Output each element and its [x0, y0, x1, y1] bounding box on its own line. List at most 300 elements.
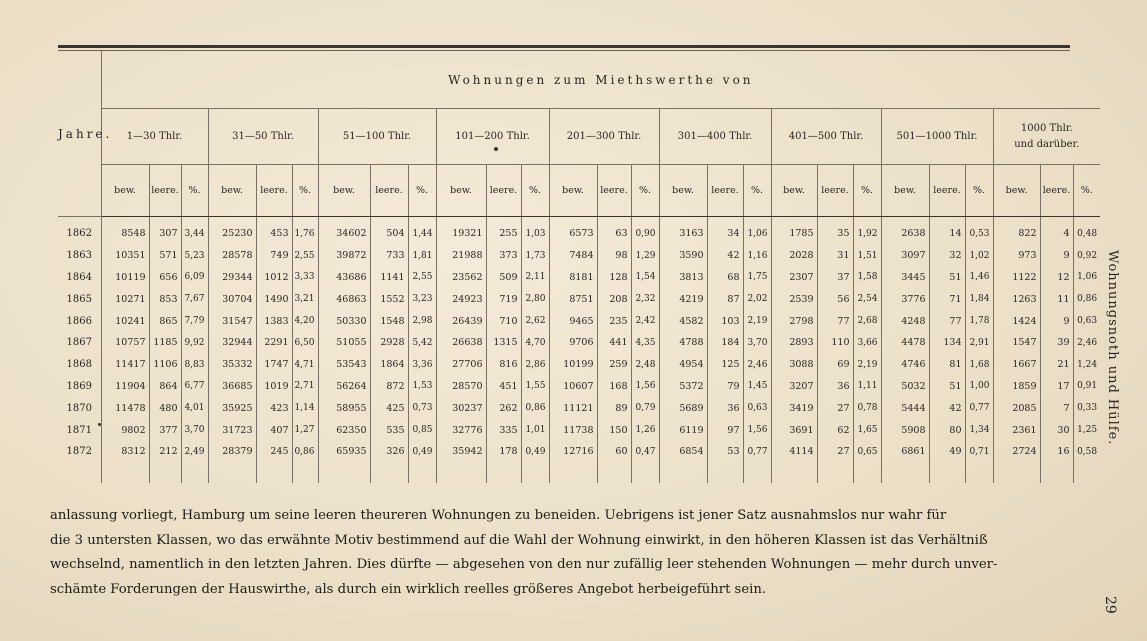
sub-header-bew: bew. — [436, 165, 486, 217]
data-cell: 8312 — [101, 441, 149, 483]
data-cell: 1,58 — [853, 267, 881, 289]
data-cell: 822 — [993, 217, 1040, 245]
data-cell: 30704 — [208, 288, 256, 310]
data-cell: 0,65 — [853, 441, 881, 483]
data-cell: 2,86 — [521, 354, 549, 376]
data-cell: 68 — [707, 267, 743, 289]
sub-header-pct: %. — [743, 165, 771, 217]
data-cell: 178 — [486, 441, 521, 483]
sub-header-pct: %. — [292, 165, 318, 217]
data-cell: 9 — [1040, 245, 1073, 267]
data-cell: 53543 — [318, 354, 370, 376]
data-cell: 0,92 — [1073, 245, 1100, 267]
data-cell: 3445 — [881, 267, 929, 289]
data-cell: 3691 — [771, 419, 817, 441]
data-cell: 10241 — [101, 310, 149, 332]
data-cell: 3,23 — [408, 288, 436, 310]
data-cell: 1,73 — [521, 245, 549, 267]
data-cell: 307 — [149, 217, 181, 245]
data-cell: 21988 — [436, 245, 486, 267]
data-cell: 865 — [149, 310, 181, 332]
sub-header-leere: leere. — [149, 165, 181, 217]
data-cell: 10119 — [101, 267, 149, 289]
data-cell: 423 — [256, 397, 292, 419]
data-cell: 816 — [486, 354, 521, 376]
data-cell: 8181 — [549, 267, 597, 289]
data-cell: 60 — [597, 441, 631, 483]
data-cell: 2307 — [771, 267, 817, 289]
data-cell: 5444 — [881, 397, 929, 419]
sub-header-leere: leere. — [486, 165, 521, 217]
data-cell: 51055 — [318, 332, 370, 354]
data-cell: 10199 — [549, 354, 597, 376]
data-cell: 16 — [1040, 441, 1073, 483]
sub-header-pct: %. — [181, 165, 208, 217]
data-cell: 872 — [370, 376, 408, 398]
data-cell: 0,85 — [408, 419, 436, 441]
range-header: 31—50 Thlr. — [208, 109, 318, 165]
data-cell: 0,86 — [1073, 288, 1100, 310]
sub-header-bew: bew. — [318, 165, 370, 217]
sub-header-leere: leere. — [817, 165, 853, 217]
data-cell: 32 — [929, 245, 965, 267]
data-cell: 23562 — [436, 267, 486, 289]
sub-header-bew: bew. — [771, 165, 817, 217]
data-cell: 27 — [817, 441, 853, 483]
data-cell: 973 — [993, 245, 1040, 267]
rent-statistics-table — [58, 51, 1100, 483]
data-cell: 571 — [149, 245, 181, 267]
data-cell: 1,25 — [1073, 419, 1100, 441]
data-cell: 1106 — [149, 354, 181, 376]
data-cell: 87 — [707, 288, 743, 310]
sub-header-leere: leere. — [1040, 165, 1073, 217]
data-cell: 3,21 — [292, 288, 318, 310]
data-cell: 10351 — [101, 245, 149, 267]
year-cell: 1865 — [66, 293, 92, 305]
table-row — [58, 332, 1100, 354]
data-cell: 31723 — [208, 419, 256, 441]
range-header: 401—500 Thlr. — [771, 109, 881, 165]
data-cell: 3813 — [659, 267, 707, 289]
data-cell: 51 — [929, 267, 965, 289]
top-double-rule — [58, 45, 1070, 48]
data-cell: 3776 — [881, 288, 929, 310]
data-cell: 4582 — [659, 310, 707, 332]
data-cell: 2,55 — [408, 267, 436, 289]
data-cell: 0,91 — [1073, 376, 1100, 398]
data-cell: 0,78 — [853, 397, 881, 419]
data-cell: 35 — [817, 217, 853, 245]
data-cell: 80 — [929, 419, 965, 441]
data-cell: 2928 — [370, 332, 408, 354]
sub-header-bew: bew. — [549, 165, 597, 217]
data-cell: 11417 — [101, 354, 149, 376]
data-cell: 32776 — [436, 419, 486, 441]
sub-header-leere: leere. — [597, 165, 631, 217]
data-cell: 9 — [1040, 310, 1073, 332]
table-row — [58, 397, 1100, 419]
data-cell: 4,70 — [521, 332, 549, 354]
data-cell: 504 — [370, 217, 408, 245]
data-cell: 853 — [149, 288, 181, 310]
data-cell: 56264 — [318, 376, 370, 398]
data-cell: 0,86 — [292, 441, 318, 483]
data-cell: 19321 — [436, 217, 486, 245]
sub-header-bew: bew. — [993, 165, 1040, 217]
data-cell: 35925 — [208, 397, 256, 419]
sub-header-pct: %. — [1073, 165, 1100, 217]
data-cell: 125 — [707, 354, 743, 376]
data-cell: 1,24 — [1073, 354, 1100, 376]
year-cell: 1866 — [66, 315, 92, 327]
data-cell: 39 — [1040, 332, 1073, 354]
data-cell: 1747 — [256, 354, 292, 376]
data-cell: 2085 — [993, 397, 1040, 419]
data-cell: 2,54 — [853, 288, 881, 310]
data-cell: 11121 — [549, 397, 597, 419]
data-cell: 65935 — [318, 441, 370, 483]
data-cell: 2,68 — [853, 310, 881, 332]
data-cell: 3163 — [659, 217, 707, 245]
data-cell: 1,81 — [408, 245, 436, 267]
data-cell: 2,46 — [1073, 332, 1100, 354]
data-cell: 5,23 — [181, 245, 208, 267]
data-cell: 259 — [597, 354, 631, 376]
data-cell: 30237 — [436, 397, 486, 419]
data-cell: 710 — [486, 310, 521, 332]
sub-header-leere: leere. — [929, 165, 965, 217]
data-cell: 6119 — [659, 419, 707, 441]
data-cell: 1,26 — [631, 419, 659, 441]
data-cell: 43686 — [318, 267, 370, 289]
data-cell: 2028 — [771, 245, 817, 267]
text-line: die 3 untersten Klassen, wo das erwähnte Motiv bestimmend auf die Wahl der Wohnung einwirkt, in den höheren Klassen ist das Verhältniß — [50, 532, 988, 548]
data-cell: 2539 — [771, 288, 817, 310]
data-cell: 1,84 — [965, 288, 993, 310]
table-row — [58, 376, 1100, 398]
sub-header-leere: leere. — [370, 165, 408, 217]
data-cell: 0,63 — [1073, 310, 1100, 332]
sub-header-pct: %. — [521, 165, 549, 217]
sub-header-leere: leere. — [256, 165, 292, 217]
data-cell: 7 — [1040, 397, 1073, 419]
table-row — [58, 267, 1100, 289]
data-cell: 24923 — [436, 288, 486, 310]
data-cell: 1,14 — [292, 397, 318, 419]
table-row — [58, 310, 1100, 332]
data-cell: 1,44 — [408, 217, 436, 245]
table-row — [58, 419, 1100, 441]
data-cell: 1,11 — [853, 376, 881, 398]
main-column-header: Wohnungen zum Miethswerthe von — [101, 51, 1100, 109]
data-cell: 10757 — [101, 332, 149, 354]
data-cell: 1548 — [370, 310, 408, 332]
data-cell: 6861 — [881, 441, 929, 483]
data-cell: 0,53 — [965, 217, 993, 245]
data-cell: 2,19 — [743, 310, 771, 332]
data-cell: 1,78 — [965, 310, 993, 332]
sub-header-bew: bew. — [881, 165, 929, 217]
data-cell: 1,16 — [743, 245, 771, 267]
range-header: 1—30 Thlr. — [101, 109, 208, 165]
data-cell: 5689 — [659, 397, 707, 419]
data-cell: 0,77 — [743, 441, 771, 483]
data-cell: 245 — [256, 441, 292, 483]
data-cell: 5908 — [881, 419, 929, 441]
data-cell: 3419 — [771, 397, 817, 419]
data-cell: 62350 — [318, 419, 370, 441]
data-cell: 2,02 — [743, 288, 771, 310]
range-header-line: 1000 Thlr. — [1020, 122, 1073, 134]
data-cell: 4478 — [881, 332, 929, 354]
data-cell: 1,02 — [965, 245, 993, 267]
data-cell: 1,75 — [743, 267, 771, 289]
data-cell: 36 — [707, 397, 743, 419]
data-cell: 6,50 — [292, 332, 318, 354]
data-cell: 28379 — [208, 441, 256, 483]
data-cell: 46863 — [318, 288, 370, 310]
data-cell: 2,32 — [631, 288, 659, 310]
sub-header-pct: %. — [853, 165, 881, 217]
data-cell: 326 — [370, 441, 408, 483]
data-cell: 1,29 — [631, 245, 659, 267]
data-cell: 2,80 — [521, 288, 549, 310]
data-cell: 11478 — [101, 397, 149, 419]
data-cell: 0,90 — [631, 217, 659, 245]
year-cell: 1868 — [66, 359, 92, 371]
data-cell: 3,70 — [743, 332, 771, 354]
data-cell: 26638 — [436, 332, 486, 354]
data-cell: 1,92 — [853, 217, 881, 245]
data-cell: 49 — [929, 441, 965, 483]
data-cell: 27 — [817, 397, 853, 419]
data-cell: 480 — [149, 397, 181, 419]
data-cell: 110 — [817, 332, 853, 354]
data-cell: 0,73 — [408, 397, 436, 419]
year-cell: 1871 — [66, 424, 92, 436]
data-cell: 39872 — [318, 245, 370, 267]
data-cell: 11738 — [549, 419, 597, 441]
data-cell: 1,76 — [292, 217, 318, 245]
data-cell: 212 — [149, 441, 181, 483]
data-cell: 0,77 — [965, 397, 993, 419]
data-cell: 35332 — [208, 354, 256, 376]
data-cell: 1490 — [256, 288, 292, 310]
range-header-last — [993, 109, 1100, 165]
data-cell: 8751 — [549, 288, 597, 310]
data-cell: 1667 — [993, 354, 1040, 376]
data-cell: 1,06 — [1073, 267, 1100, 289]
data-cell: 9706 — [549, 332, 597, 354]
data-cell: 30 — [1040, 419, 1073, 441]
year-column-header: Jahre. — [58, 51, 101, 217]
data-cell: 10271 — [101, 288, 149, 310]
data-cell: 11904 — [101, 376, 149, 398]
data-cell: 5,42 — [408, 332, 436, 354]
data-cell: 29344 — [208, 267, 256, 289]
data-cell: 12 — [1040, 267, 1073, 289]
data-cell: 27706 — [436, 354, 486, 376]
data-cell: 42 — [707, 245, 743, 267]
data-cell: 2,19 — [853, 354, 881, 376]
data-cell: 255 — [486, 217, 521, 245]
range-header: 101—200 Thlr. — [436, 109, 549, 165]
data-cell: 1,46 — [965, 267, 993, 289]
data-cell: 77 — [929, 310, 965, 332]
data-cell: 3088 — [771, 354, 817, 376]
running-head: Wohnungsnoth und Hülfe. — [1105, 250, 1120, 446]
data-cell: 1,55 — [521, 376, 549, 398]
text-line: wechselnd, namentlich in den letzten Jahren. Dies dürfte — abgesehen von den nur zufällig leer stehenden Wohnungen — mehr durch unver- — [50, 557, 998, 572]
data-cell: 1547 — [993, 332, 1040, 354]
data-cell: 71 — [929, 288, 965, 310]
range-header-line: und darüber. — [1014, 138, 1080, 150]
data-cell: 6,09 — [181, 267, 208, 289]
data-cell: 3207 — [771, 376, 817, 398]
sub-header-pct: %. — [408, 165, 436, 217]
ink-speck — [494, 147, 498, 151]
data-cell: 34602 — [318, 217, 370, 245]
data-cell: 98 — [597, 245, 631, 267]
year-cell: 1864 — [66, 271, 92, 283]
data-cell: 10607 — [549, 376, 597, 398]
data-cell: 1,56 — [743, 419, 771, 441]
data-cell: 4,71 — [292, 354, 318, 376]
data-cell: 1,01 — [521, 419, 549, 441]
data-cell: 1263 — [993, 288, 1040, 310]
data-cell: 2638 — [881, 217, 929, 245]
data-cell: 1122 — [993, 267, 1040, 289]
data-cell: 733 — [370, 245, 408, 267]
data-cell: 441 — [597, 332, 631, 354]
data-cell: 6573 — [549, 217, 597, 245]
sub-header-bew: bew. — [659, 165, 707, 217]
data-cell: 0,33 — [1073, 397, 1100, 419]
data-cell: 2361 — [993, 419, 1040, 441]
data-cell: 453 — [256, 217, 292, 245]
data-cell: 17 — [1040, 376, 1073, 398]
data-cell: 262 — [486, 397, 521, 419]
data-cell: 0,47 — [631, 441, 659, 483]
table-row — [58, 217, 1100, 245]
data-cell: 1315 — [486, 332, 521, 354]
data-cell: 81 — [929, 354, 965, 376]
table-row — [58, 354, 1100, 376]
data-cell: 451 — [486, 376, 521, 398]
data-cell: 5372 — [659, 376, 707, 398]
data-cell: 6854 — [659, 441, 707, 483]
data-cell: 3,44 — [181, 217, 208, 245]
data-cell: 208 — [597, 288, 631, 310]
data-cell: 2,48 — [631, 354, 659, 376]
data-cell: 2724 — [993, 441, 1040, 483]
data-cell: 14 — [929, 217, 965, 245]
data-cell: 51 — [929, 376, 965, 398]
data-cell: 50330 — [318, 310, 370, 332]
data-cell: 35942 — [436, 441, 486, 483]
range-header: 301—400 Thlr. — [659, 109, 771, 165]
data-cell: 1,56 — [631, 376, 659, 398]
data-cell: 1383 — [256, 310, 292, 332]
data-cell: 62 — [817, 419, 853, 441]
sub-header-pct: %. — [631, 165, 659, 217]
data-cell: 4788 — [659, 332, 707, 354]
data-cell: 53 — [707, 441, 743, 483]
data-cell: 1141 — [370, 267, 408, 289]
data-cell: 864 — [149, 376, 181, 398]
data-cell: 0,49 — [521, 441, 549, 483]
data-cell: 3,33 — [292, 267, 318, 289]
data-cell: 3,70 — [181, 419, 208, 441]
data-cell: 1424 — [993, 310, 1040, 332]
range-header: 201—300 Thlr. — [549, 109, 659, 165]
data-cell: 4,35 — [631, 332, 659, 354]
data-cell: 0,58 — [1073, 441, 1100, 483]
data-cell: 235 — [597, 310, 631, 332]
data-cell: 656 — [149, 267, 181, 289]
sub-header-leere: leere. — [707, 165, 743, 217]
data-cell: 4746 — [881, 354, 929, 376]
data-cell: 21 — [1040, 354, 1073, 376]
data-cell: 1,45 — [743, 376, 771, 398]
data-cell: 4114 — [771, 441, 817, 483]
data-cell: 1864 — [370, 354, 408, 376]
data-cell: 4248 — [881, 310, 929, 332]
year-cell: 1869 — [66, 380, 92, 392]
data-cell: 97 — [707, 419, 743, 441]
data-cell: 2798 — [771, 310, 817, 332]
data-cell: 28570 — [436, 376, 486, 398]
data-cell: 425 — [370, 397, 408, 419]
data-cell: 0,49 — [408, 441, 436, 483]
text-line: schämte Forderungen der Hauswirthe, als durch ein wirklich reelles größeres Angebot herbeigeführt sein. — [50, 581, 767, 597]
data-cell: 2,46 — [743, 354, 771, 376]
data-cell: 2,49 — [181, 441, 208, 483]
data-cell: 58955 — [318, 397, 370, 419]
data-cell: 1019 — [256, 376, 292, 398]
data-cell: 7,67 — [181, 288, 208, 310]
data-cell: 31547 — [208, 310, 256, 332]
data-cell: 26439 — [436, 310, 486, 332]
data-cell: 2,71 — [292, 376, 318, 398]
data-cell: 749 — [256, 245, 292, 267]
data-cell: 3590 — [659, 245, 707, 267]
data-cell: 7,79 — [181, 310, 208, 332]
data-cell: 1,51 — [853, 245, 881, 267]
data-cell: 77 — [817, 310, 853, 332]
range-header: 501—1000 Thlr. — [881, 109, 993, 165]
data-cell: 1859 — [993, 376, 1040, 398]
data-cell: 56 — [817, 288, 853, 310]
sub-header-bew: bew. — [101, 165, 149, 217]
data-cell: 2,42 — [631, 310, 659, 332]
data-cell: 9802 — [101, 419, 149, 441]
range-header: 51—100 Thlr. — [318, 109, 436, 165]
data-cell: 28578 — [208, 245, 256, 267]
year-cell: 1870 — [66, 402, 92, 414]
year-cell: 1872 — [66, 446, 92, 458]
data-cell: 79 — [707, 376, 743, 398]
data-cell: 103 — [707, 310, 743, 332]
data-cell: 25230 — [208, 217, 256, 245]
data-cell: 31 — [817, 245, 853, 267]
data-cell: 1,65 — [853, 419, 881, 441]
table-row — [58, 245, 1100, 267]
data-cell: 37 — [817, 267, 853, 289]
data-cell: 9,92 — [181, 332, 208, 354]
data-cell: 12716 — [549, 441, 597, 483]
